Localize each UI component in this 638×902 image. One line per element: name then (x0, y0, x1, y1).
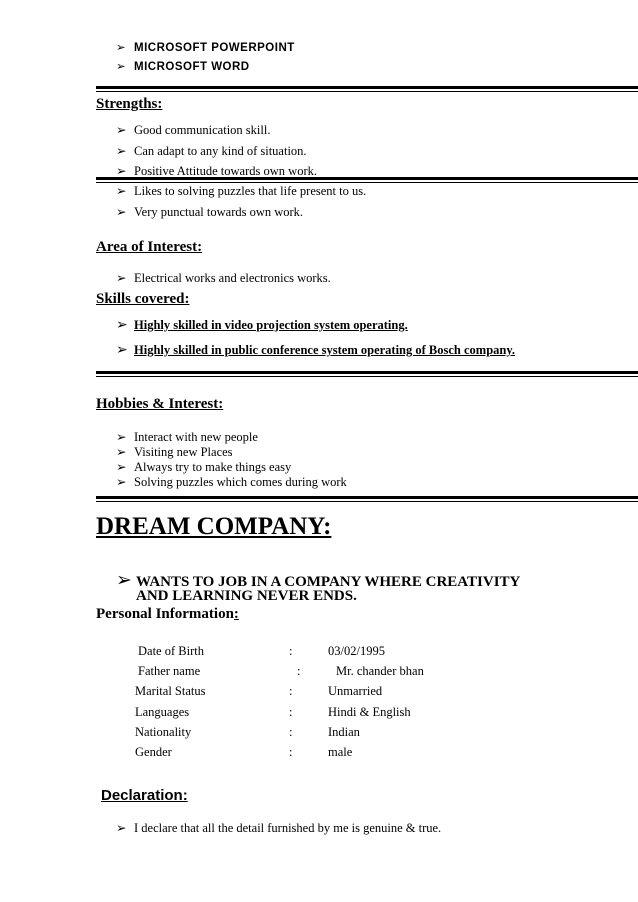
strengths-heading: Strengths: (96, 96, 163, 112)
personal-info-separator: : (289, 745, 293, 759)
strength-item-label: Likes to solving puzzles that life present to us. (134, 184, 367, 198)
arrow-bullet-icon: ➢ (116, 474, 127, 489)
arrow-bullet-icon: ➢ (116, 122, 127, 137)
personal-info-label: Languages (135, 705, 190, 719)
personal-info-label: Marital Status (135, 684, 206, 698)
strength-item-label: Good communication skill. (134, 123, 271, 137)
strength-item-label: Very punctual towards own work. (134, 205, 304, 219)
skill-item (116, 317, 408, 333)
arrow-bullet-icon: ➢ (116, 342, 128, 358)
arrow-bullet-icon: ➢ (116, 459, 127, 474)
personal-info-label: Date of Birth (138, 644, 204, 658)
personal-info-separator: : (289, 725, 293, 739)
interest-item (116, 270, 331, 286)
arrow-bullet-icon: ➢ (116, 163, 127, 178)
area-of-interest-heading: Area of Interest: (96, 239, 203, 255)
arrow-bullet-icon: ➢ (116, 143, 127, 158)
skill-item (116, 342, 515, 358)
software-item (116, 59, 250, 73)
strength-item-label: Can adapt to any kind of situation. (134, 144, 307, 158)
personal-info-label: Gender (135, 745, 172, 759)
personal-info-separator: : (289, 644, 293, 658)
personal-info-separator: : (297, 664, 301, 678)
declaration-item (116, 820, 441, 836)
personal-info-heading (96, 606, 239, 623)
hobby-item-label: Solving puzzles which comes during work (134, 475, 347, 489)
personal-info-label: Nationality (135, 725, 192, 739)
skills-heading: Skills covered: (96, 291, 190, 307)
personal-info-value: Mr. chander bhan (336, 664, 424, 678)
software-item (116, 40, 295, 54)
hobbies-heading: Hobbies & Interest: (96, 396, 224, 412)
software-item-label: MICROSOFT WORD (134, 61, 250, 73)
arrow-bullet-icon: ➢ (116, 444, 127, 459)
personal-info-label: Father name (138, 664, 201, 678)
strength-item (116, 204, 303, 220)
hobby-item (116, 429, 258, 445)
interest-item-label: Electrical works and electronics works. (134, 271, 331, 285)
strength-item (116, 122, 270, 138)
personal-info-value: male (328, 745, 353, 759)
arrow-bullet-icon: ➢ (116, 59, 127, 73)
hobby-item (116, 444, 233, 460)
personal-info-title: Personal Information (96, 606, 234, 622)
personal-info-separator: : (289, 684, 293, 698)
hobby-item (116, 474, 347, 490)
arrow-bullet-icon: ➢ (116, 40, 127, 54)
personal-info-value: 03/02/1995 (328, 644, 385, 658)
arrow-bullet-icon: ➢ (116, 820, 127, 835)
hobby-item-label: Interact with new people (134, 430, 258, 444)
declaration-heading: Declaration: (101, 787, 188, 804)
skill-item-label: Highly skilled in video projection system operating. (134, 318, 408, 332)
declaration-text: I declare that all the detail furnished by me is genuine & true. (134, 821, 442, 835)
arrow-bullet-icon: ➢ (116, 429, 127, 444)
strength-item (116, 143, 307, 159)
arrow-bullet-icon: ➢ (116, 183, 127, 198)
arrow-bullet-icon: ➢ (116, 317, 128, 333)
personal-info-separator: : (289, 705, 293, 719)
section-divider (96, 86, 638, 92)
arrow-bullet-icon: ➢ (116, 204, 127, 219)
arrow-bullet-icon: ➢ (116, 569, 132, 591)
hobby-item-label: Always try to make things easy (134, 460, 292, 474)
skill-item-label: Highly skilled in public conference system operating of Bosch company. (134, 343, 516, 357)
dream-company-text: AND LEARNING NEVER ENDS. (136, 588, 357, 604)
personal-info-value: Indian (328, 725, 360, 739)
section-divider (96, 496, 638, 502)
section-divider (96, 371, 638, 377)
hobby-item (116, 459, 291, 475)
software-item-label: MICROSOFT POWERPOINT (134, 42, 295, 54)
dream-company-heading: DREAM COMPANY: (96, 513, 332, 540)
personal-info-value: Unmarried (328, 684, 383, 698)
strength-item (116, 183, 366, 199)
arrow-bullet-icon: ➢ (116, 270, 127, 285)
dream-company-line (136, 588, 357, 605)
personal-info-value: Hindi & English (328, 705, 411, 719)
personal-info-colon: : (233, 606, 239, 622)
hobby-item-label: Visiting new Places (134, 445, 233, 459)
dream-company-text: WANTS TO JOB IN A COMPANY WHERE CREATIVITY (136, 574, 521, 590)
strength-item-label: Positive Attitude towards own work. (134, 164, 317, 178)
